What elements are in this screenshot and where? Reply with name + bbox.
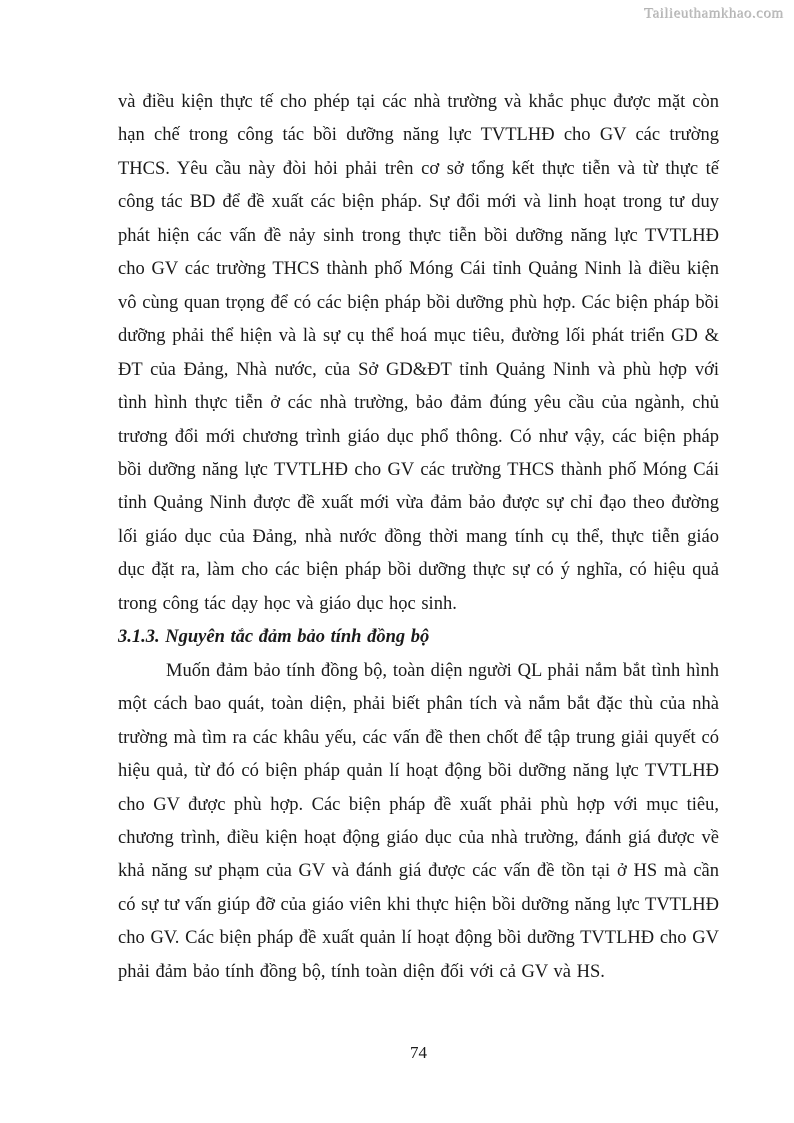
watermark-text: Tailieuthamkhao.com [644, 6, 784, 22]
page-body-text [118, 86, 719, 989]
paragraph-continuation: và điều kiện thực tế cho phép tại các nhà trường và khắc phục được mặt còn hạn chế trong công tác bồi dưỡng năng lực TVTLHĐ cho GV các trường THCS. Yêu cầu này đòi hỏi phải trên cơ sở tổng kết thực tiễn và từ thực tế công tác BD để đề xuất các biện pháp. Sự đổi mới và linh hoạt trong tư duy phát hiện các vấn đề nảy sinh trong thực tiễn bồi dưỡng năng lực TVTLHĐ cho GV các trường THCS thành phố Móng Cái tỉnh Quảng Ninh là điều kiện vô cùng quan trọng để có các biện pháp bồi dưỡng phù hợp. Các biện pháp bồi dưỡng phải thể hiện và là sự cụ thể hoá mục tiêu, đường lối phát triển GD & ĐT của Đảng, Nhà nước, của Sở GD&ĐT tỉnh Quảng Ninh và phù hợp với tình hình thực tiễn ở các nhà trường, bảo đảm đúng yêu cầu của ngành, chủ trương đổi mới chương trình giáo dục phổ thông. Có như vậy, các biện pháp bồi dưỡng năng lực TVTLHĐ cho GV các trường THCS thành phố Móng Cái tỉnh Quảng Ninh được đề xuất mới vừa đảm bảo được sự chỉ đạo theo đường lối giáo dục của Đảng, nhà nước đồng thời mang tính cụ thể, thực tiễn giáo dục đặt ra, làm cho các biện pháp bồi dưỡng thực sự có ý nghĩa, có hiệu quả trong công tác dạy học và giáo dục học sinh. [118, 92, 719, 614]
paragraph-principle-dong-bo: Muốn đảm bảo tính đồng bộ, toàn diện người QL phải nắm bắt tình hình một cách bao quát, toàn diện, phải biết phân tích và nắm bắt đặc thù của nhà trường mà tìm ra các khâu yếu, các vấn đề then chốt để tập trung giải quyết có hiệu quả, từ đó có biện pháp quản lí hoạt động bồi dưỡng năng lực TVTLHĐ cho GV được phù hợp. Các biện pháp đề xuất phải phù hợp với mục tiêu, chương trình, điều kiện hoạt động giáo dục của nhà trường, đánh giá được về khả năng sư phạm của GV và đánh giá được các vấn đề tồn tại ở HS mà cần có sự tư vấn giúp đỡ của giáo viên khi thực hiện bồi dưỡng năng lực TVTLHĐ cho GV. Các biện pháp đề xuất quản lí hoạt động bồi dưỡng TVTLHĐ cho GV phải đảm bảo tính đồng bộ, tính toàn diện đối với cả GV và HS. [118, 660, 719, 982]
section-heading-3-1-3: 3.1.3. Nguyên tắc đảm bảo tính đồng bộ [118, 627, 430, 648]
page-number: 74 [410, 1043, 427, 1062]
